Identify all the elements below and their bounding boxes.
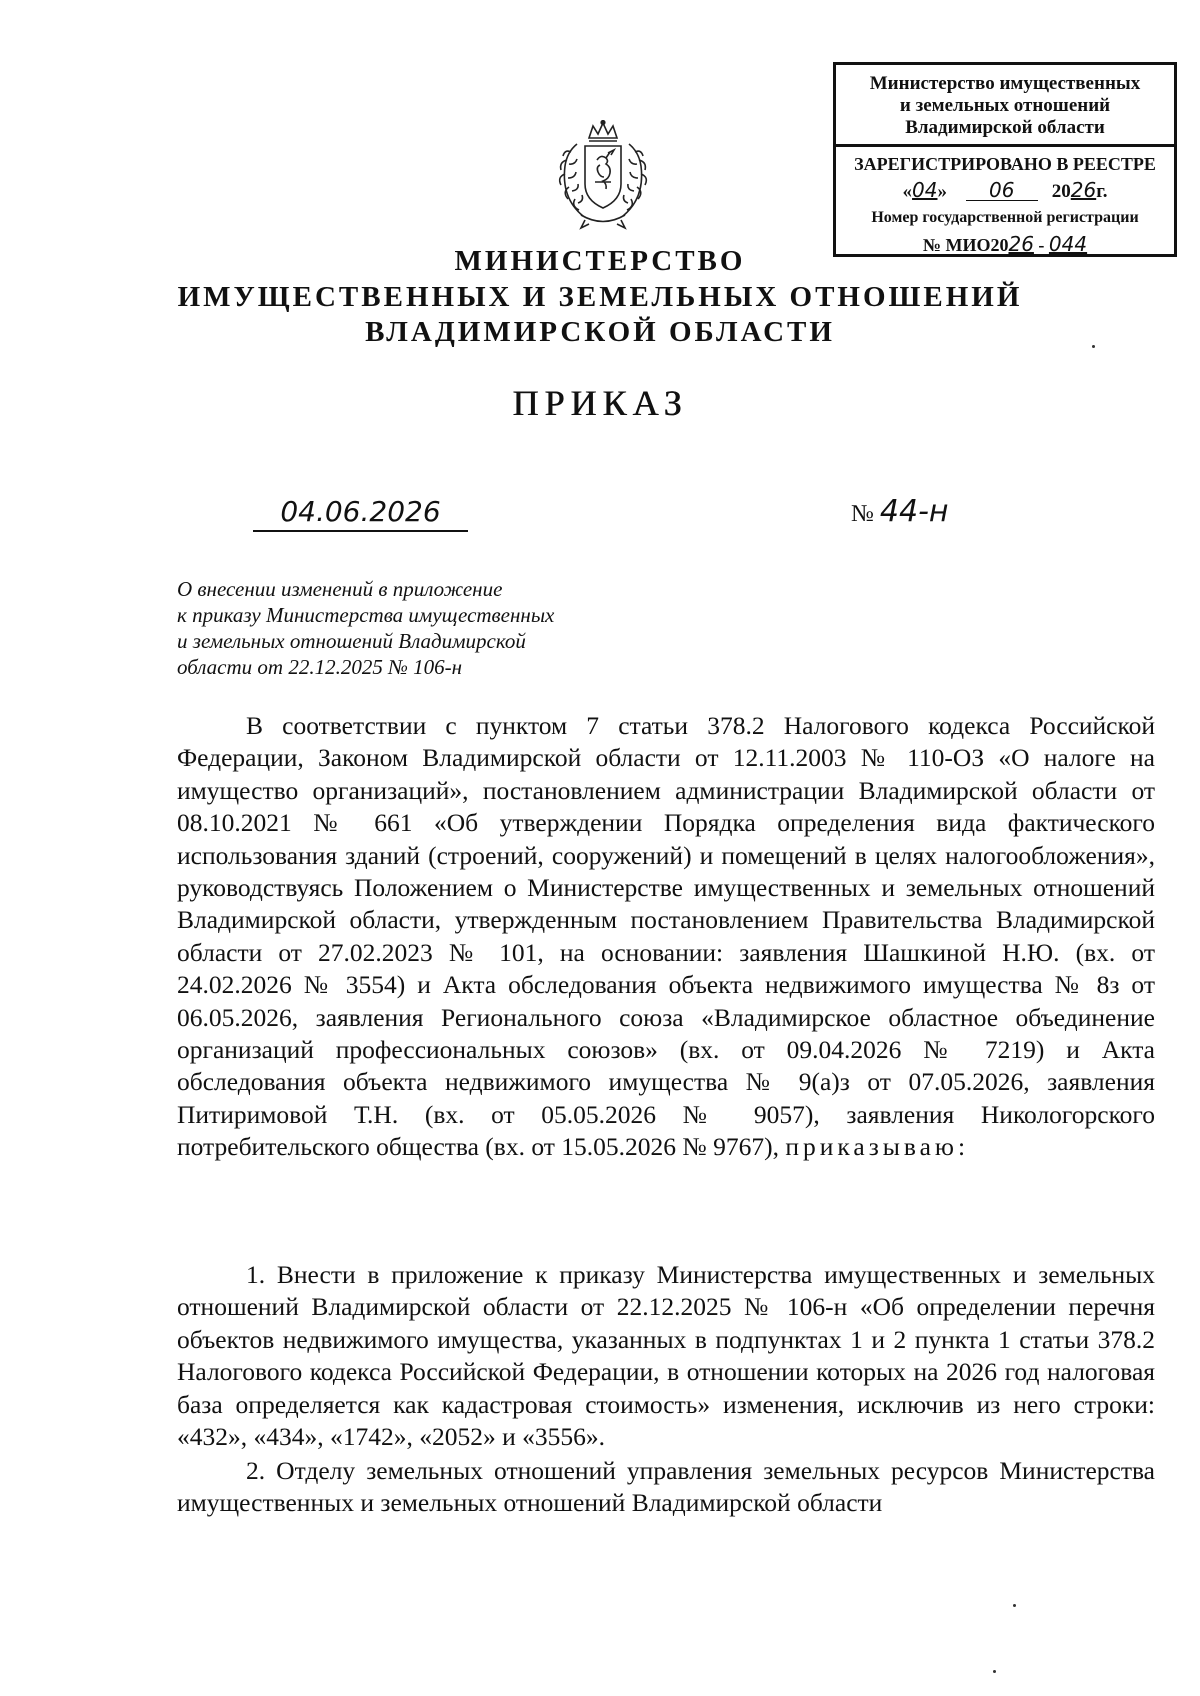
subject-line2: к приказу Министерства имущественных	[177, 603, 555, 627]
stamp-registered-label: ЗАРЕГИСТРИРОВАНО В РЕЕСТРЕ	[854, 154, 1156, 174]
stamp-year-unit: г.	[1096, 181, 1108, 202]
item-1-text: 1. Внести в приложение к приказу Министерства имущественных и земельных отношений Владимирской области от 22.12.2025 № 106-н «Об определении перечня объектов недвижимого имущества, указанных в подпунктах 1 и 2 пункта 1 статьи 378.2 Налогового кодекса Российской Федерации, в отношении которых на 2026 год налоговая база определяется как кадастровая стоимость» изменения, исключив из него строки: «432», «434», «1742», «2052» и «3556».	[177, 1260, 1155, 1452]
stamp-year-prefix: 20	[1051, 181, 1071, 202]
item-2-paragraph	[177, 1455, 1155, 1520]
preamble-text: В соответствии с пунктом 7 статьи 378.2 Налогового кодекса Российской Федерации, Законом Владимирской области от 12.11.2003 № 110-ОЗ «О налоге на имущество организаций», постановлением администрации Владимирской области от 08.10.2021 № 661 «Об утверждении Порядка определения вида фактического использования зданий (строений, сооружений) и помещений в целях налогообложения», руководствуясь Положением о Министерстве имущественных и земельных отношений Владимирской области, утвержденным постановлением Правительства Владимирской области от 27.02.2023 № 101, на основании: заявления Шашкиной Н.Ю. (вх. от 24.02.2026 № 3554) и Акта обследования объекта недвижимого имущества № 8з от 06.05.2026, заявления Регионального союза «Владимирское областное объединение организаций профессиональных союзов» (вх. от 09.04.2026 № 7219) и Акта обследования объекта недвижимого имущества № 9(а)з от 07.05.2026, заявления Питиримовой Т.Н. (вх. от 05.05.2026 № 9057), заявления Никологорского потребительского общества (вх. от 15.05.2026 № 9767),	[177, 711, 1155, 1162]
order-number-label: №	[851, 501, 874, 527]
stamp-year-handwritten: 26	[1070, 178, 1097, 202]
stamp-date-close-quote: »	[937, 181, 947, 202]
scan-speck	[993, 1670, 996, 1673]
registration-stamp	[833, 62, 1177, 257]
item-2-text: 2. Отделу земельных отношений управления земельных ресурсов Министерства имущественных и земельных отношений Владимирской области	[177, 1456, 1155, 1518]
subject-line4: области от 22.12.2025 № 106-н	[177, 655, 463, 679]
order-date-handwritten: 04.06.2026	[253, 494, 468, 532]
stamp-month-handwritten: 06	[966, 180, 1038, 201]
stamp-reg-prefix: № МИО20	[922, 235, 1009, 255]
item-1-paragraph	[177, 1259, 1155, 1453]
stamp-date	[836, 177, 1174, 205]
stamp-org-line3: Владимирской области	[905, 117, 1105, 138]
subject-line3: и земельных отношений Владимирской	[177, 629, 526, 653]
subject-line1: О внесении изменений в приложение	[177, 577, 503, 601]
order-subject	[177, 576, 657, 680]
stamp-reg-year-handwritten: 26	[1008, 232, 1034, 256]
stamp-org-line2: и земельных отношений	[899, 95, 1111, 116]
ministry-title-line2: ИМУЩЕСТВЕННЫХ И ЗЕМЕЛЬНЫХ ОТНОШЕНИЙ	[177, 281, 1023, 313]
ministry-title-line3: ВЛАДИМИРСКОЙ ОБЛАСТИ	[365, 316, 835, 348]
ministry-title-line1: МИНИСТЕРСТВО	[454, 245, 746, 277]
order-number-handwritten: 44-н	[879, 494, 949, 529]
order-number	[851, 494, 949, 532]
coat-of-arms-icon	[555, 120, 651, 234]
stamp-registration	[836, 147, 1174, 258]
document-type-title: ПРИКАЗ	[512, 383, 688, 423]
scan-speck	[1092, 345, 1095, 348]
stamp-date-open-quote: «	[902, 181, 913, 202]
stamp-reg-label: Номер государственной регистрации	[871, 209, 1139, 226]
stamp-reg-number-handwritten: 044	[1048, 232, 1088, 256]
order-word: приказываю:	[785, 1132, 970, 1162]
stamp-organization	[836, 65, 1174, 144]
stamp-reg-dash: -	[1033, 235, 1049, 255]
stamp-day-handwritten: 04	[912, 178, 938, 202]
scan-speck	[1013, 1604, 1016, 1607]
preamble-paragraph	[177, 710, 1155, 1164]
stamp-org-line1: Министерство имущественных	[869, 73, 1141, 94]
